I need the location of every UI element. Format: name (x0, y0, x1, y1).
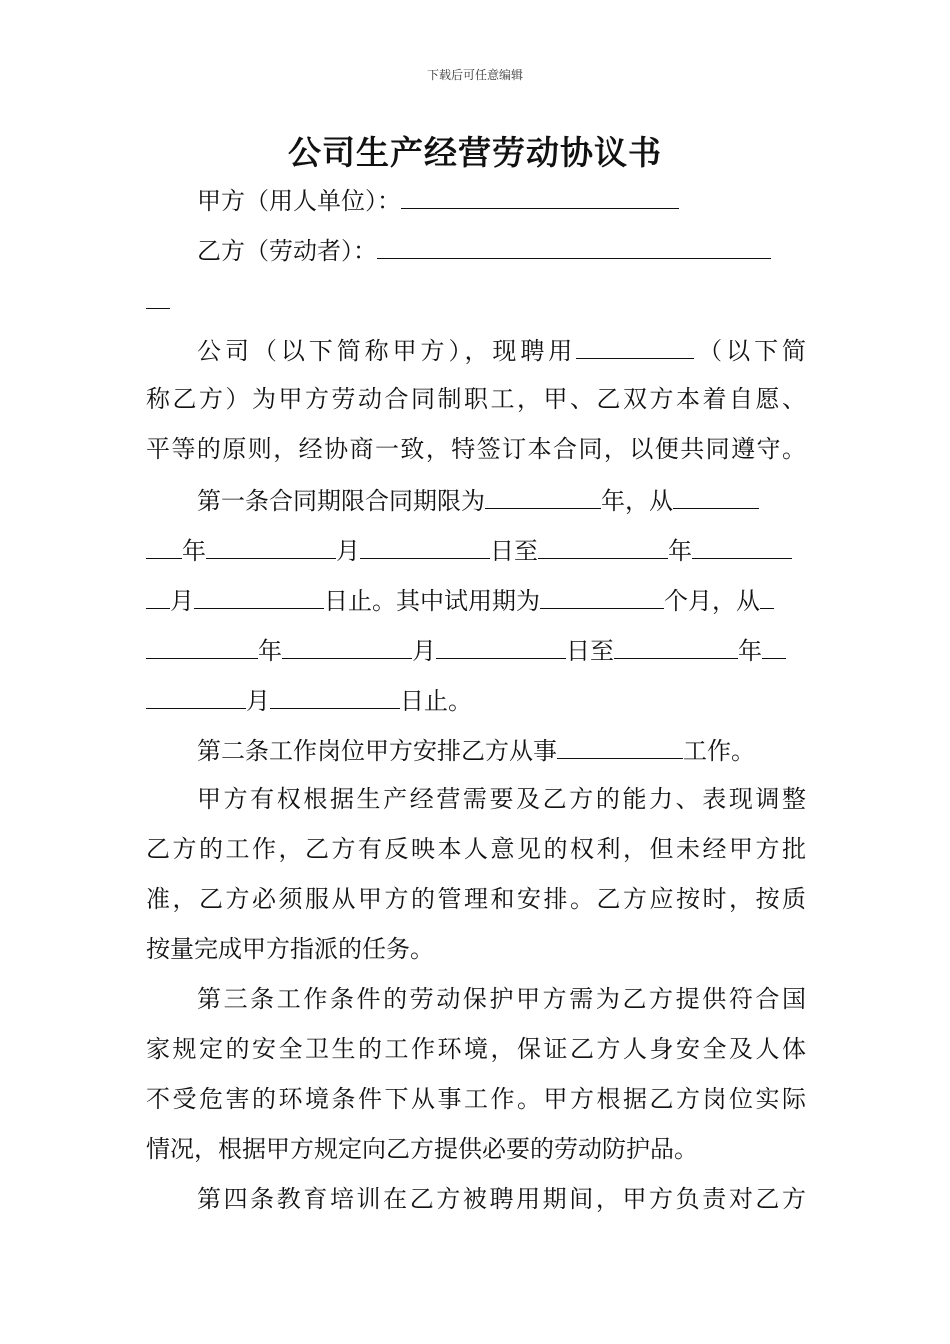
start-year-blank-tail (146, 534, 182, 559)
party-b-blank-tail (146, 284, 170, 309)
article2-p2: 乙方的工作，乙方有反映本人意见的权利，但未经甲方批 (146, 835, 806, 863)
party-a-label: 甲方（用人单位）： (197, 187, 401, 215)
month-label: 月 (412, 637, 436, 665)
month-label: 月 (336, 537, 360, 565)
trial-months-blank (540, 584, 664, 609)
article1-from: 年，从 (601, 487, 673, 515)
trial-start-year-blank-tail (146, 634, 258, 659)
start-day-blank (360, 534, 490, 559)
job-position-blank (557, 734, 683, 759)
article2-p3: 准，乙方必须服从甲方的管理和安排。乙方应按时，按质 (146, 885, 806, 913)
header-note: 下载后可任意编辑 (426, 68, 523, 82)
party-b-line (197, 234, 857, 266)
end-day-blank (194, 584, 324, 609)
day-end-label: 日止。 (400, 687, 472, 715)
end-month-blank (692, 534, 792, 559)
start-year-blank (673, 484, 759, 509)
para1-line1 (197, 334, 806, 366)
para1-text-b: （以下简 (694, 337, 806, 365)
article1-line2 (146, 534, 806, 566)
article3-p3: 不受危害的环境条件下从事工作。甲方根据乙方岗位实际 (146, 1085, 806, 1113)
month-label: 月 (246, 687, 270, 715)
document-title: 公司生产经营劳动协议书 (288, 133, 662, 172)
end-year-blank (538, 534, 668, 559)
article1-line4 (146, 634, 806, 666)
day-to-label: 日至 (566, 637, 614, 665)
party-a-line (197, 184, 857, 216)
article1-line3 (146, 584, 806, 616)
start-month-blank (206, 534, 336, 559)
contract-years-blank (485, 484, 601, 509)
article3-p2: 家规定的安全卫生的工作环境，保证乙方人身安全及人体 (146, 1035, 806, 1063)
trial-end-day-blank (270, 684, 400, 709)
year-label: 年 (258, 637, 282, 665)
end-month-blank-tail (146, 584, 170, 609)
months-from-label: 个月，从 (664, 587, 760, 615)
year-label: 年 (182, 537, 206, 565)
employee-name-blank (576, 334, 694, 359)
article3-p4: 情况，根据甲方规定向乙方提供必要的劳动防护品。 (146, 1135, 698, 1163)
article3-p1: 第三条工作条件的劳动保护甲方需为乙方提供符合国 (197, 985, 806, 1013)
trial-end-month-blank-tail (146, 684, 246, 709)
trial-start-year-blank (760, 584, 774, 609)
para1-text-a: 公司（以下简称甲方），现聘用 (197, 337, 577, 365)
party-b-label: 乙方（劳动者）： (197, 237, 377, 265)
trial-end-month-blank (762, 634, 786, 659)
year-label: 年 (668, 537, 692, 565)
trial-start-day-blank (436, 634, 566, 659)
para1-line3: 平等的原则，经协商一致，特签订本合同，以便共同遵守。 (146, 435, 806, 463)
year-label: 年 (738, 637, 762, 665)
article4-p1: 第四条教育培训在乙方被聘用期间，甲方负责对乙方 (197, 1185, 806, 1213)
trial-end-year-blank (614, 634, 738, 659)
article1-line1 (197, 484, 806, 516)
article2-text: 第二条工作岗位甲方安排乙方从事 (197, 737, 557, 765)
article2-line1 (197, 734, 806, 766)
article2-p4: 按量完成甲方指派的任务。 (146, 935, 434, 963)
trial-period-text: 日止。其中试用期为 (324, 587, 540, 615)
article1-text: 第一条合同期限合同期限为 (197, 487, 485, 515)
party-a-blank (401, 184, 679, 209)
article2-work: 工作。 (683, 737, 755, 765)
trial-start-month-blank (282, 634, 412, 659)
article1-line5 (146, 684, 806, 716)
para1-line2: 称乙方）为甲方劳动合同制职工，甲、乙双方本着自愿、 (146, 385, 806, 413)
party-b-blank-continued (146, 284, 806, 316)
party-b-blank (377, 234, 771, 259)
article2-p1: 甲方有权根据生产经营需要及乙方的能力、表现调整 (197, 785, 806, 813)
day-to-label: 日至 (490, 537, 538, 565)
month-label: 月 (170, 587, 194, 615)
